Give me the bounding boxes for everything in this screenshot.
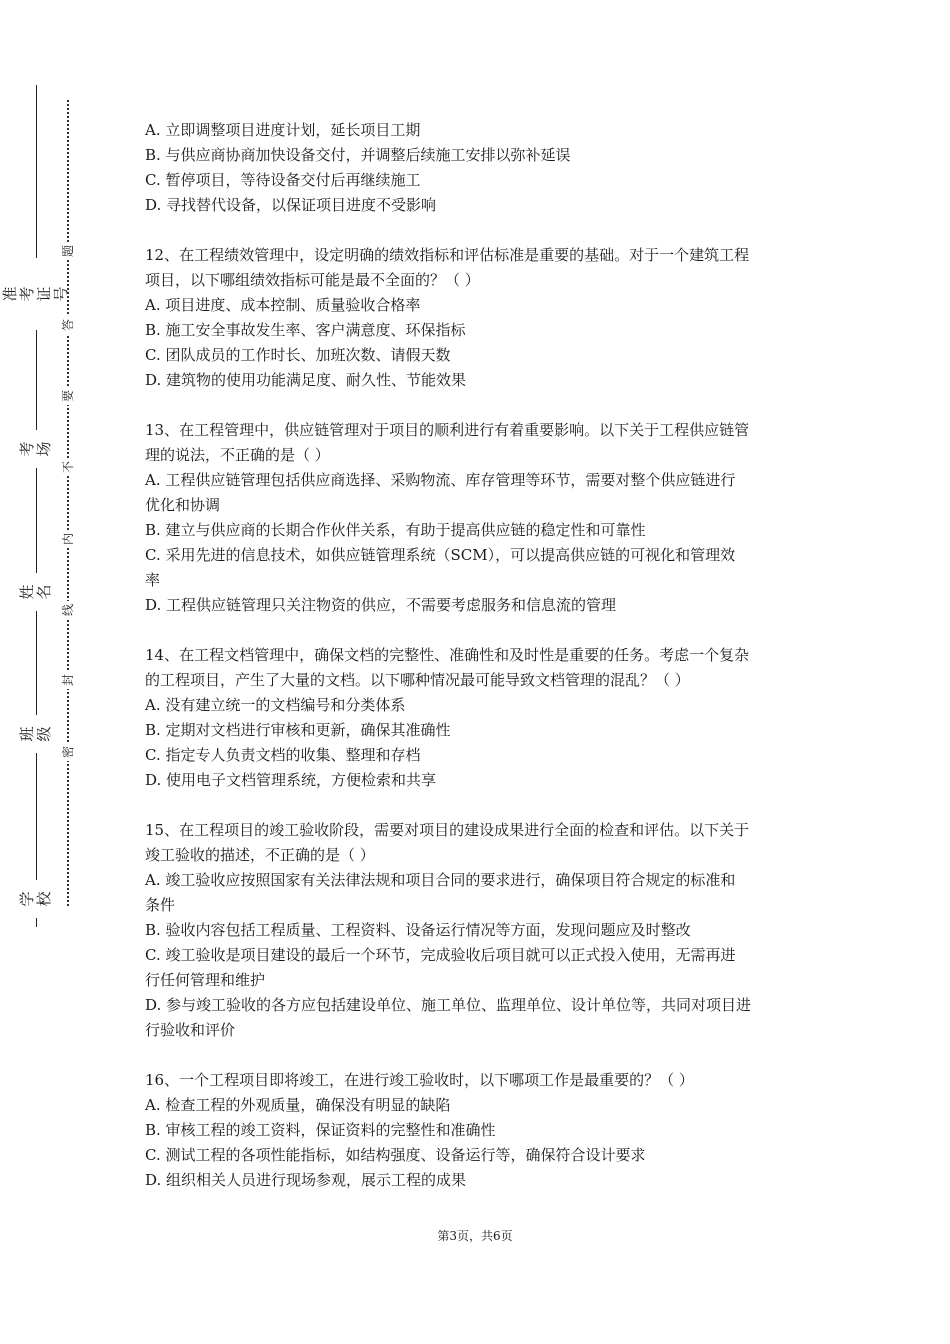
question-15-stem: 竣工验收的描述，不正确的是（ ） (145, 846, 375, 864)
binding-seal-dotted-line (67, 100, 69, 906)
option-line: 条件 (145, 896, 176, 914)
option-line: A. 检查工程的外观质量，确保没有明显的缺陷 (145, 1096, 451, 1114)
option-line: C. 采用先进的信息技术，如供应链管理系统（SCM），可以提高供应链的可视化和管理效 (145, 546, 736, 564)
seal-char: 内 (59, 530, 77, 548)
option-line: B. 定期对文档进行审核和更新，确保其准确性 (145, 721, 451, 739)
question-15-stem: 15、在工程项目的竣工验收阶段，需要对项目的建设成果进行全面的检查和评估。以下关于 (145, 821, 750, 839)
option-line: A. 项目进度、成本控制、质量验收合格率 (145, 296, 421, 314)
question-12-stem: 项目，以下哪组绩效指标可能是最不全面的？（ ） (145, 271, 480, 289)
option-line: C. 指定专人负责文档的收集、整理和存档 (145, 746, 421, 764)
spacer (145, 793, 815, 818)
seal-char: 题 (59, 242, 77, 260)
option-line: B. 审核工程的竣工资料，保证资料的完整性和准确性 (145, 1121, 496, 1139)
page-footer (0, 1228, 950, 1244)
spacer (145, 1043, 815, 1068)
spacer (145, 393, 815, 418)
option-line: 率 (145, 571, 161, 589)
option-line: C. 竣工验收是项目建设的最后一个环节，完成验收后项目就可以正式投入使用，无需再进 (145, 946, 736, 964)
option-line: D. 参与竣工验收的各方应包括建设单位、施工单位、监理单位、设计单位等，共同对项目进 (145, 996, 752, 1014)
seal-char: 不 (59, 458, 77, 476)
option-line: B. 建立与供应商的长期合作伙伴关系，有助于提高供应链的稳定性和可靠性 (145, 521, 646, 539)
question-13-stem: 13、在工程管理中，供应链管理对于项目的顺利进行有着重要影响。以下关于工程供应链管 (145, 421, 750, 439)
option-line: 优化和协调 (145, 496, 221, 514)
seal-char: 密 (59, 743, 77, 761)
page-number: 第3页，共6页 (437, 1229, 513, 1243)
option-line: B. 验收内容包括工程质量、工程资料、设备运行情况等方面，发现问题应及时整改 (145, 921, 691, 939)
seal-char: 答 (59, 316, 77, 334)
question-14-stem: 的工程项目，产生了大量的文档。以下哪种情况最可能导致文档管理的混乱？（ ） (145, 671, 690, 689)
spacer (145, 618, 815, 643)
option-line: C. 测试工程的各项性能指标，如结构强度、设备运行等，确保符合设计要求 (145, 1146, 646, 1164)
option-line: C. 团队成员的工作时长、加班次数、请假天数 (145, 346, 451, 364)
binding-margin (0, 0, 120, 1344)
option-line: A. 没有建立统一的文档编号和分类体系 (145, 696, 406, 714)
class-label: 班级 (22, 715, 50, 753)
binding-solid-line (36, 85, 37, 927)
exam-content (145, 118, 815, 1193)
option-line: B. 施工安全事故发生率、客户满意度、环保指标 (145, 321, 466, 339)
seal-char: 线 (59, 601, 77, 619)
option-line: B. 与供应商协商加快设备交付，并调整后续施工安排以弥补延误 (145, 146, 571, 164)
option-line: A. 工程供应链管理包括供应商选择、采购物流、库存管理等环节，需要对整个供应链进行 (145, 471, 736, 489)
option-line: D. 使用电子文档管理系统，方便检索和共享 (145, 771, 437, 789)
question-14-stem: 14、在工程文档管理中，确保文档的完整性、准确性和及时性是重要的任务。考虑一个复杂 (145, 646, 750, 664)
option-line: D. 建筑物的使用功能满足度、耐久性、节能效果 (145, 371, 467, 389)
option-line: C. 暂停项目，等待设备交付后再继续施工 (145, 171, 421, 189)
option-line: D. 寻找替代设备，以保证项目进度不受影响 (145, 196, 437, 214)
option-line: A. 立即调整项目进度计划，延长项目工期 (145, 121, 421, 139)
question-13-stem: 理的说法，不正确的是（ ） (145, 446, 330, 464)
option-line: D. 组织相关人员进行现场参观，展示工程的成果 (145, 1171, 467, 1189)
option-line: 行验收和评价 (145, 1021, 236, 1039)
seal-char: 要 (59, 387, 77, 405)
option-line: D. 工程供应链管理只关注物资的供应，不需要考虑服务和信息流的管理 (145, 596, 617, 614)
student-name-label: 姓名 (22, 573, 50, 611)
exam-room-label: 考场 (22, 430, 50, 468)
seal-char: 封 (59, 671, 77, 689)
spacer (145, 218, 815, 243)
question-16-stem: 16、一个工程项目即将竣工，在进行竣工验收时，以下哪项工作是最重要的？（ ） (145, 1071, 694, 1089)
school-label: 学校 (22, 880, 50, 918)
exam-number-label: 准考证号 (22, 258, 50, 330)
question-12-stem: 12、在工程绩效管理中，设定明确的绩效指标和评估标准是重要的基础。对于一个建筑工程 (145, 246, 750, 264)
option-line: 行任何管理和维护 (145, 971, 266, 989)
option-line: A. 竣工验收应按照国家有关法律法规和项目合同的要求进行，确保项目符合规定的标准和 (145, 871, 736, 889)
